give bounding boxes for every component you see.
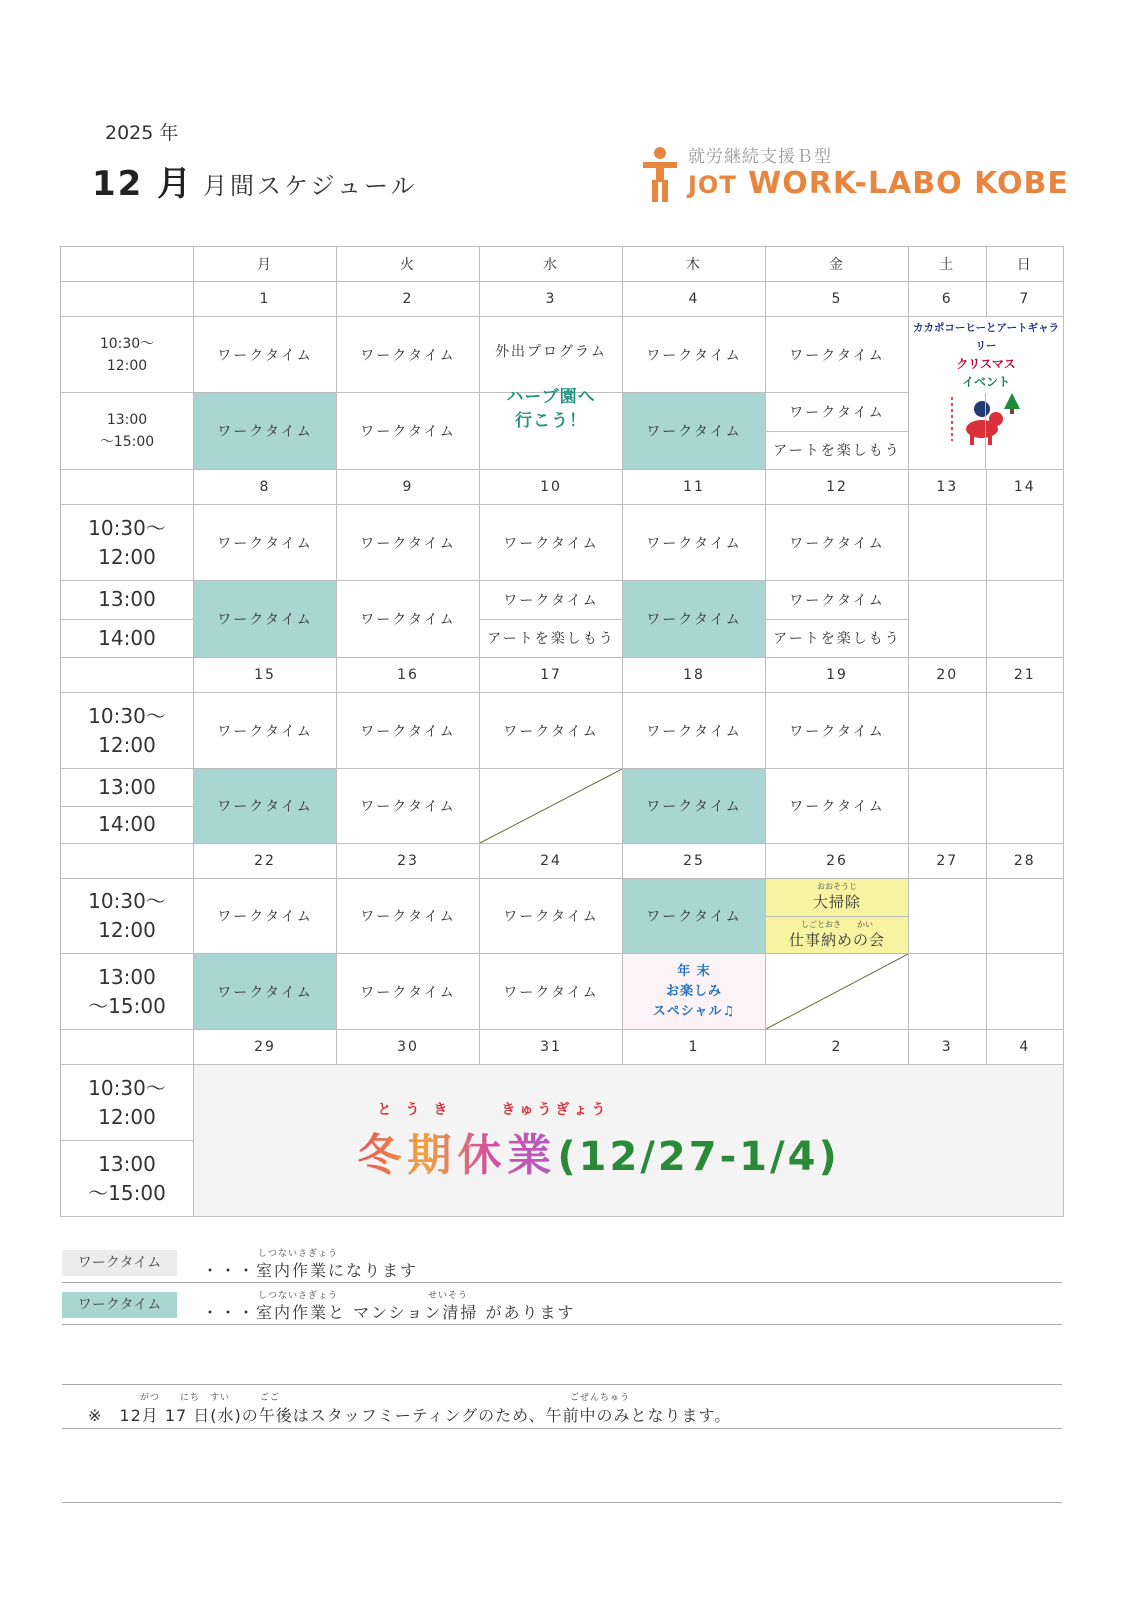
closing-ceremony-title: 仕事納めの会 (788, 930, 885, 949)
date-cell: 1 (623, 1030, 766, 1065)
date-cell: 26 (766, 844, 909, 879)
logo-jot: JOT (688, 171, 737, 199)
date-row (61, 282, 1064, 317)
closed-cell (766, 954, 909, 1030)
activity-cell: ワークタイム (194, 879, 337, 954)
note-ruby: がつ にち すい ごご ごぜんちゅう (140, 1393, 631, 1403)
diagonal-line (766, 954, 908, 1029)
year-end-special-cell (623, 954, 766, 1030)
closing-ruby: しごとおさ かい (801, 919, 873, 929)
pm-row (61, 954, 1064, 1030)
date-cell: 14 (986, 470, 1064, 505)
weekday-thu: 木 (623, 247, 766, 282)
art-activity: アートを楽しもう (480, 619, 622, 658)
time-slot-am: 10:30～ 12:00 (61, 693, 194, 769)
divider (62, 1282, 1062, 1283)
date-cell: 28 (986, 844, 1064, 879)
date-cell: 2 (766, 1030, 909, 1065)
date-cell: 3 (909, 1030, 987, 1065)
art-activity: アートを楽しもう (766, 619, 908, 658)
schedule-table (60, 246, 1064, 1217)
closed-cell (480, 769, 623, 844)
year-end-cleaning-cell (766, 879, 909, 954)
cleaning-title: 大掃除 (812, 893, 861, 912)
activity-split-cell (480, 581, 623, 658)
time-slot-am: 10:30～ 12:00 (61, 879, 194, 954)
winter-ruby-2: きゅうぎょう (501, 1101, 610, 1118)
year-end-title: 年 末 (677, 963, 711, 979)
divider (62, 1502, 1062, 1503)
time-slot-pm: 13:00 ～15:00 (61, 1141, 194, 1217)
date-cell: 15 (194, 658, 337, 693)
legend-row-2 (62, 1292, 1062, 1328)
date-cell: 16 (337, 658, 480, 693)
activity-cell: ワークタイム (766, 769, 909, 844)
activity-split-cell (766, 581, 909, 658)
date-cell: 11 (623, 470, 766, 505)
legend-row-1 (62, 1248, 1062, 1284)
date-cell: 23 (337, 844, 480, 879)
time-slot-pm: 13:00 ～15:00 (61, 954, 194, 1030)
activity-cell: ワークタイム (789, 404, 885, 421)
activity-cell-cleaning: ワークタイム (623, 581, 766, 658)
activity-cell: ワークタイム (480, 879, 623, 954)
month-label: 12 月 (92, 164, 194, 204)
date-row (61, 844, 1064, 879)
time-slot-am: 10:30～ 12:00 (61, 1065, 194, 1141)
date-cell: 3 (480, 282, 623, 317)
pm-row (61, 769, 1064, 844)
weekday-header-row (61, 247, 1064, 282)
activity-cell: 外出プログラム (480, 317, 623, 393)
date-cell: 29 (194, 1030, 337, 1065)
year-end-subtitle: お楽しみ (665, 983, 722, 999)
divider (62, 1324, 1062, 1325)
date-row (61, 658, 1064, 693)
activity-cell: ワークタイム (337, 769, 480, 844)
divider (62, 1384, 1062, 1385)
activity-cell: ワークタイム (503, 592, 599, 609)
date-cell: 19 (766, 658, 909, 693)
date-cell: 10 (480, 470, 623, 505)
herb-garden-subtitle: 行こう！ (515, 411, 587, 431)
legend-text-1: ・・・室内作業になります (202, 1261, 419, 1280)
date-cell: 20 (909, 658, 987, 693)
activity-cell-cleaning: ワークタイム (194, 581, 337, 658)
date-cell: 8 (194, 470, 337, 505)
christmas-event-venue: カカポコーヒーとアートギャラリー (912, 322, 1060, 352)
date-cell: 2 (337, 282, 480, 317)
activity-cell: ワークタイム (623, 505, 766, 581)
weekday-fri: 金 (766, 247, 909, 282)
date-cell: 7 (986, 282, 1064, 317)
am-row (61, 317, 1064, 393)
person-logo-icon (640, 144, 680, 204)
activity-cell: ワークタイム (789, 592, 885, 609)
time-slot-pm: 13:00 14:00 (61, 581, 194, 658)
christmas-illustration-icon (946, 391, 1026, 447)
logo-main-text: WORK-LABO KOBE (748, 166, 1069, 201)
activity-cell: ワークタイム (337, 693, 480, 769)
activity-cell: ワークタイム (766, 505, 909, 581)
year-end-special: スペシャル♫ (652, 1003, 736, 1019)
activity-cell: ワークタイム (337, 879, 480, 954)
am-row (61, 879, 1064, 954)
divider (62, 1428, 1062, 1429)
christmas-event-title: クリスマス (956, 357, 1016, 371)
logo-subtitle: 就労継続支援Ｂ型 (688, 147, 832, 167)
page-title: 月間スケジュール (203, 172, 418, 200)
herb-garden-title: ハーブ園へ (506, 387, 596, 407)
winter-holiday-title: 冬期休業 (357, 1129, 558, 1181)
activity-cell: ワークタイム (766, 693, 909, 769)
pm-row (61, 581, 1064, 658)
time-slot-pm: 13:00 ～15:00 (61, 393, 194, 470)
christmas-event-cell (909, 317, 1064, 470)
activity-cell: ワークタイム (194, 693, 337, 769)
date-cell: 1 (194, 282, 337, 317)
date-cell: 13 (909, 470, 987, 505)
activity-cell-cleaning: ワークタイム (194, 769, 337, 844)
activity-cell: ワークタイム (480, 693, 623, 769)
weekday-mon: 月 (194, 247, 337, 282)
winter-holiday-dates: (12/27-1/4) (557, 1133, 840, 1180)
am-row (61, 505, 1064, 581)
diagonal-line (480, 769, 622, 843)
date-cell: 12 (766, 470, 909, 505)
activity-cell-cleaning: ワークタイム (623, 393, 766, 470)
note-text: ※ 12月 17 日(水)の午後はスタッフミーティングのため、午前中のみとなります。 (88, 1406, 732, 1425)
date-row (61, 470, 1064, 505)
am-row (61, 1065, 1064, 1141)
herb-garden-cell (480, 387, 623, 470)
activity-cell: ワークタイム (337, 505, 480, 581)
date-cell: 31 (480, 1030, 623, 1065)
date-cell: 4 (986, 1030, 1064, 1065)
time-slot-am: 10:30～ 12:00 (61, 317, 194, 393)
weekday-wed: 水 (480, 247, 623, 282)
activity-cell-cleaning: ワークタイム (194, 393, 337, 470)
date-cell: 25 (623, 844, 766, 879)
date-cell: 6 (909, 282, 987, 317)
logo-title (688, 166, 1069, 201)
time-slot-am: 10:30～ 12:00 (61, 505, 194, 581)
date-cell: 17 (480, 658, 623, 693)
corner-cell (61, 247, 194, 282)
date-cell: 21 (986, 658, 1064, 693)
legend-box-normal: ワークタイム (62, 1250, 177, 1276)
activity-cell: ワークタイム (623, 693, 766, 769)
date-cell: 22 (194, 844, 337, 879)
activity-split-cell (766, 393, 909, 470)
activity-cell: ワークタイム (194, 505, 337, 581)
activity-cell: ワークタイム (766, 317, 909, 393)
activity-cell: ワークタイム (480, 954, 623, 1030)
logo (640, 142, 1069, 206)
art-activity: アートを楽しもう (766, 431, 908, 470)
date-cell: 4 (623, 282, 766, 317)
activity-cell: ワークタイム (337, 393, 480, 470)
activity-cell: ワークタイム (337, 317, 480, 393)
cleaning-ruby: おおそうじ (817, 882, 857, 892)
christmas-event-label: イベント (961, 375, 1010, 389)
activity-cell-cleaning: ワークタイム (623, 769, 766, 844)
date-cell: 5 (766, 282, 909, 317)
activity-cell-cleaning: ワークタイム (623, 879, 766, 954)
weekday-sat: 土 (909, 247, 987, 282)
winter-holiday-cell (194, 1065, 1064, 1217)
weekday-sun: 日 (986, 247, 1064, 282)
weekday-tue: 火 (337, 247, 480, 282)
date-cell: 18 (623, 658, 766, 693)
time-slot-pm: 13:00 14:00 (61, 769, 194, 844)
activity-cell-cleaning: ワークタイム (194, 954, 337, 1030)
year-label: 2025 年 (105, 122, 179, 144)
activity-cell: ワークタイム (623, 317, 766, 393)
legend-box-cleaning: ワークタイム (62, 1292, 177, 1318)
am-row (61, 693, 1064, 769)
date-cell: 24 (480, 844, 623, 879)
date-row (61, 1030, 1064, 1065)
legend-text-2: ・・・室内作業と マンション清掃 があります (202, 1303, 576, 1322)
activity-cell: ワークタイム (337, 954, 480, 1030)
activity-cell: ワークタイム (480, 505, 623, 581)
activity-cell: ワークタイム (194, 317, 337, 393)
date-cell: 9 (337, 470, 480, 505)
winter-ruby-1: とうき (377, 1101, 462, 1118)
date-cell: 27 (909, 844, 987, 879)
date-cell: 30 (337, 1030, 480, 1065)
activity-cell: ワークタイム (337, 581, 480, 658)
legend-ruby-1: しつないさぎょう (258, 1249, 339, 1259)
legend-ruby-2: しつないさぎょう せいそう (258, 1291, 469, 1301)
